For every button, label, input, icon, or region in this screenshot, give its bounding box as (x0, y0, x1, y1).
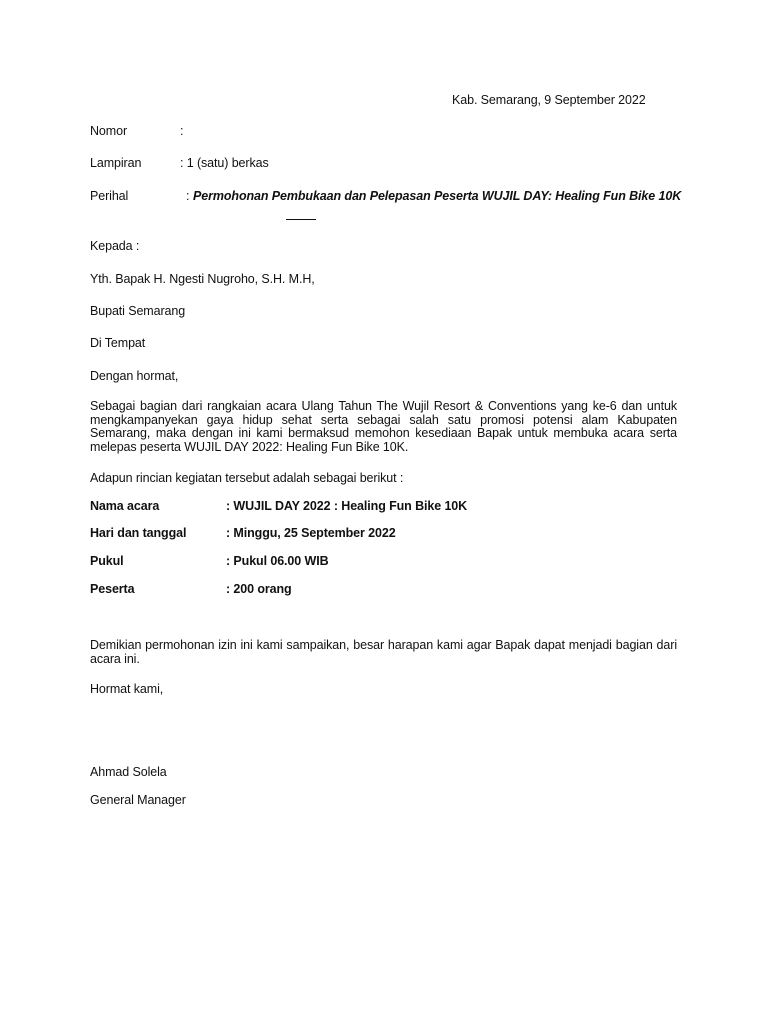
detail-label-peserta: Peserta (90, 582, 135, 596)
recipient-place: Di Tempat (90, 336, 146, 350)
subject-text: Permohonan Pembukaan dan Pelepasan Peserta WUJIL DAY: Healing Fun Bike 10K (193, 189, 682, 203)
meta-label-perihal: Perihal (90, 189, 129, 203)
meta-label-lampiran: Lampiran (90, 156, 142, 170)
recipient-heading: Kepada : (90, 239, 140, 253)
detail-value-hari-tanggal: : Minggu, 25 September 2022 (226, 526, 396, 540)
detail-value-nama-acara: : WUJIL DAY 2022 : Healing Fun Bike 10K (226, 499, 468, 513)
detail-label-pukul: Pukul (90, 554, 124, 568)
meta-label-nomor: Nomor (90, 124, 128, 138)
closing-paragraph: Demikian permohonan izin ini kami sampaikan, besar harapan kami agar Bapak dapat menjadi bagian dari acara ini. (90, 638, 677, 666)
detail-value-peserta: : 200 orang (226, 582, 292, 596)
detail-label-hari-tanggal: Hari dan tanggal (90, 526, 187, 540)
detail-value-pukul: : Pukul 06.00 WIB (226, 554, 329, 568)
meta-value-perihal: : (186, 189, 190, 203)
greeting: Dengan hormat, (90, 369, 179, 383)
subject-underline (286, 219, 316, 220)
meta-value-nomor: : (180, 124, 184, 138)
place-date: Kab. Semarang, 9 September 2022 (452, 93, 646, 107)
meta-value-lampiran: : 1 (satu) berkas (180, 156, 269, 170)
closing-salutation: Hormat kami, (90, 682, 164, 696)
recipient-name: Yth. Bapak H. Ngesti Nugroho, S.H. M.H, (90, 272, 315, 286)
signer-title: General Manager (90, 793, 186, 807)
recipient-title: Bupati Semarang (90, 304, 186, 318)
body-paragraph: Sebagai bagian dari rangkaian acara Ulang Tahun The Wujil Resort & Conventions yang ke-6 dan untuk mengkampanyekan gaya hidup sehat serta sebagai salah satu promosi potensi alam Kabupaten Semarang, maka dengan ini kami bermaksud memohon kesediaan Bapak untuk membuka acara serta melepas peserta WUJIL DAY 2022: Healing Fun Bike 10K. (90, 399, 677, 454)
detail-label-nama-acara: Nama acara (90, 499, 160, 513)
details-intro: Adapun rincian kegiatan tersebut adalah sebagai berikut : (90, 471, 404, 485)
signer-name: Ahmad Solela (90, 765, 167, 779)
